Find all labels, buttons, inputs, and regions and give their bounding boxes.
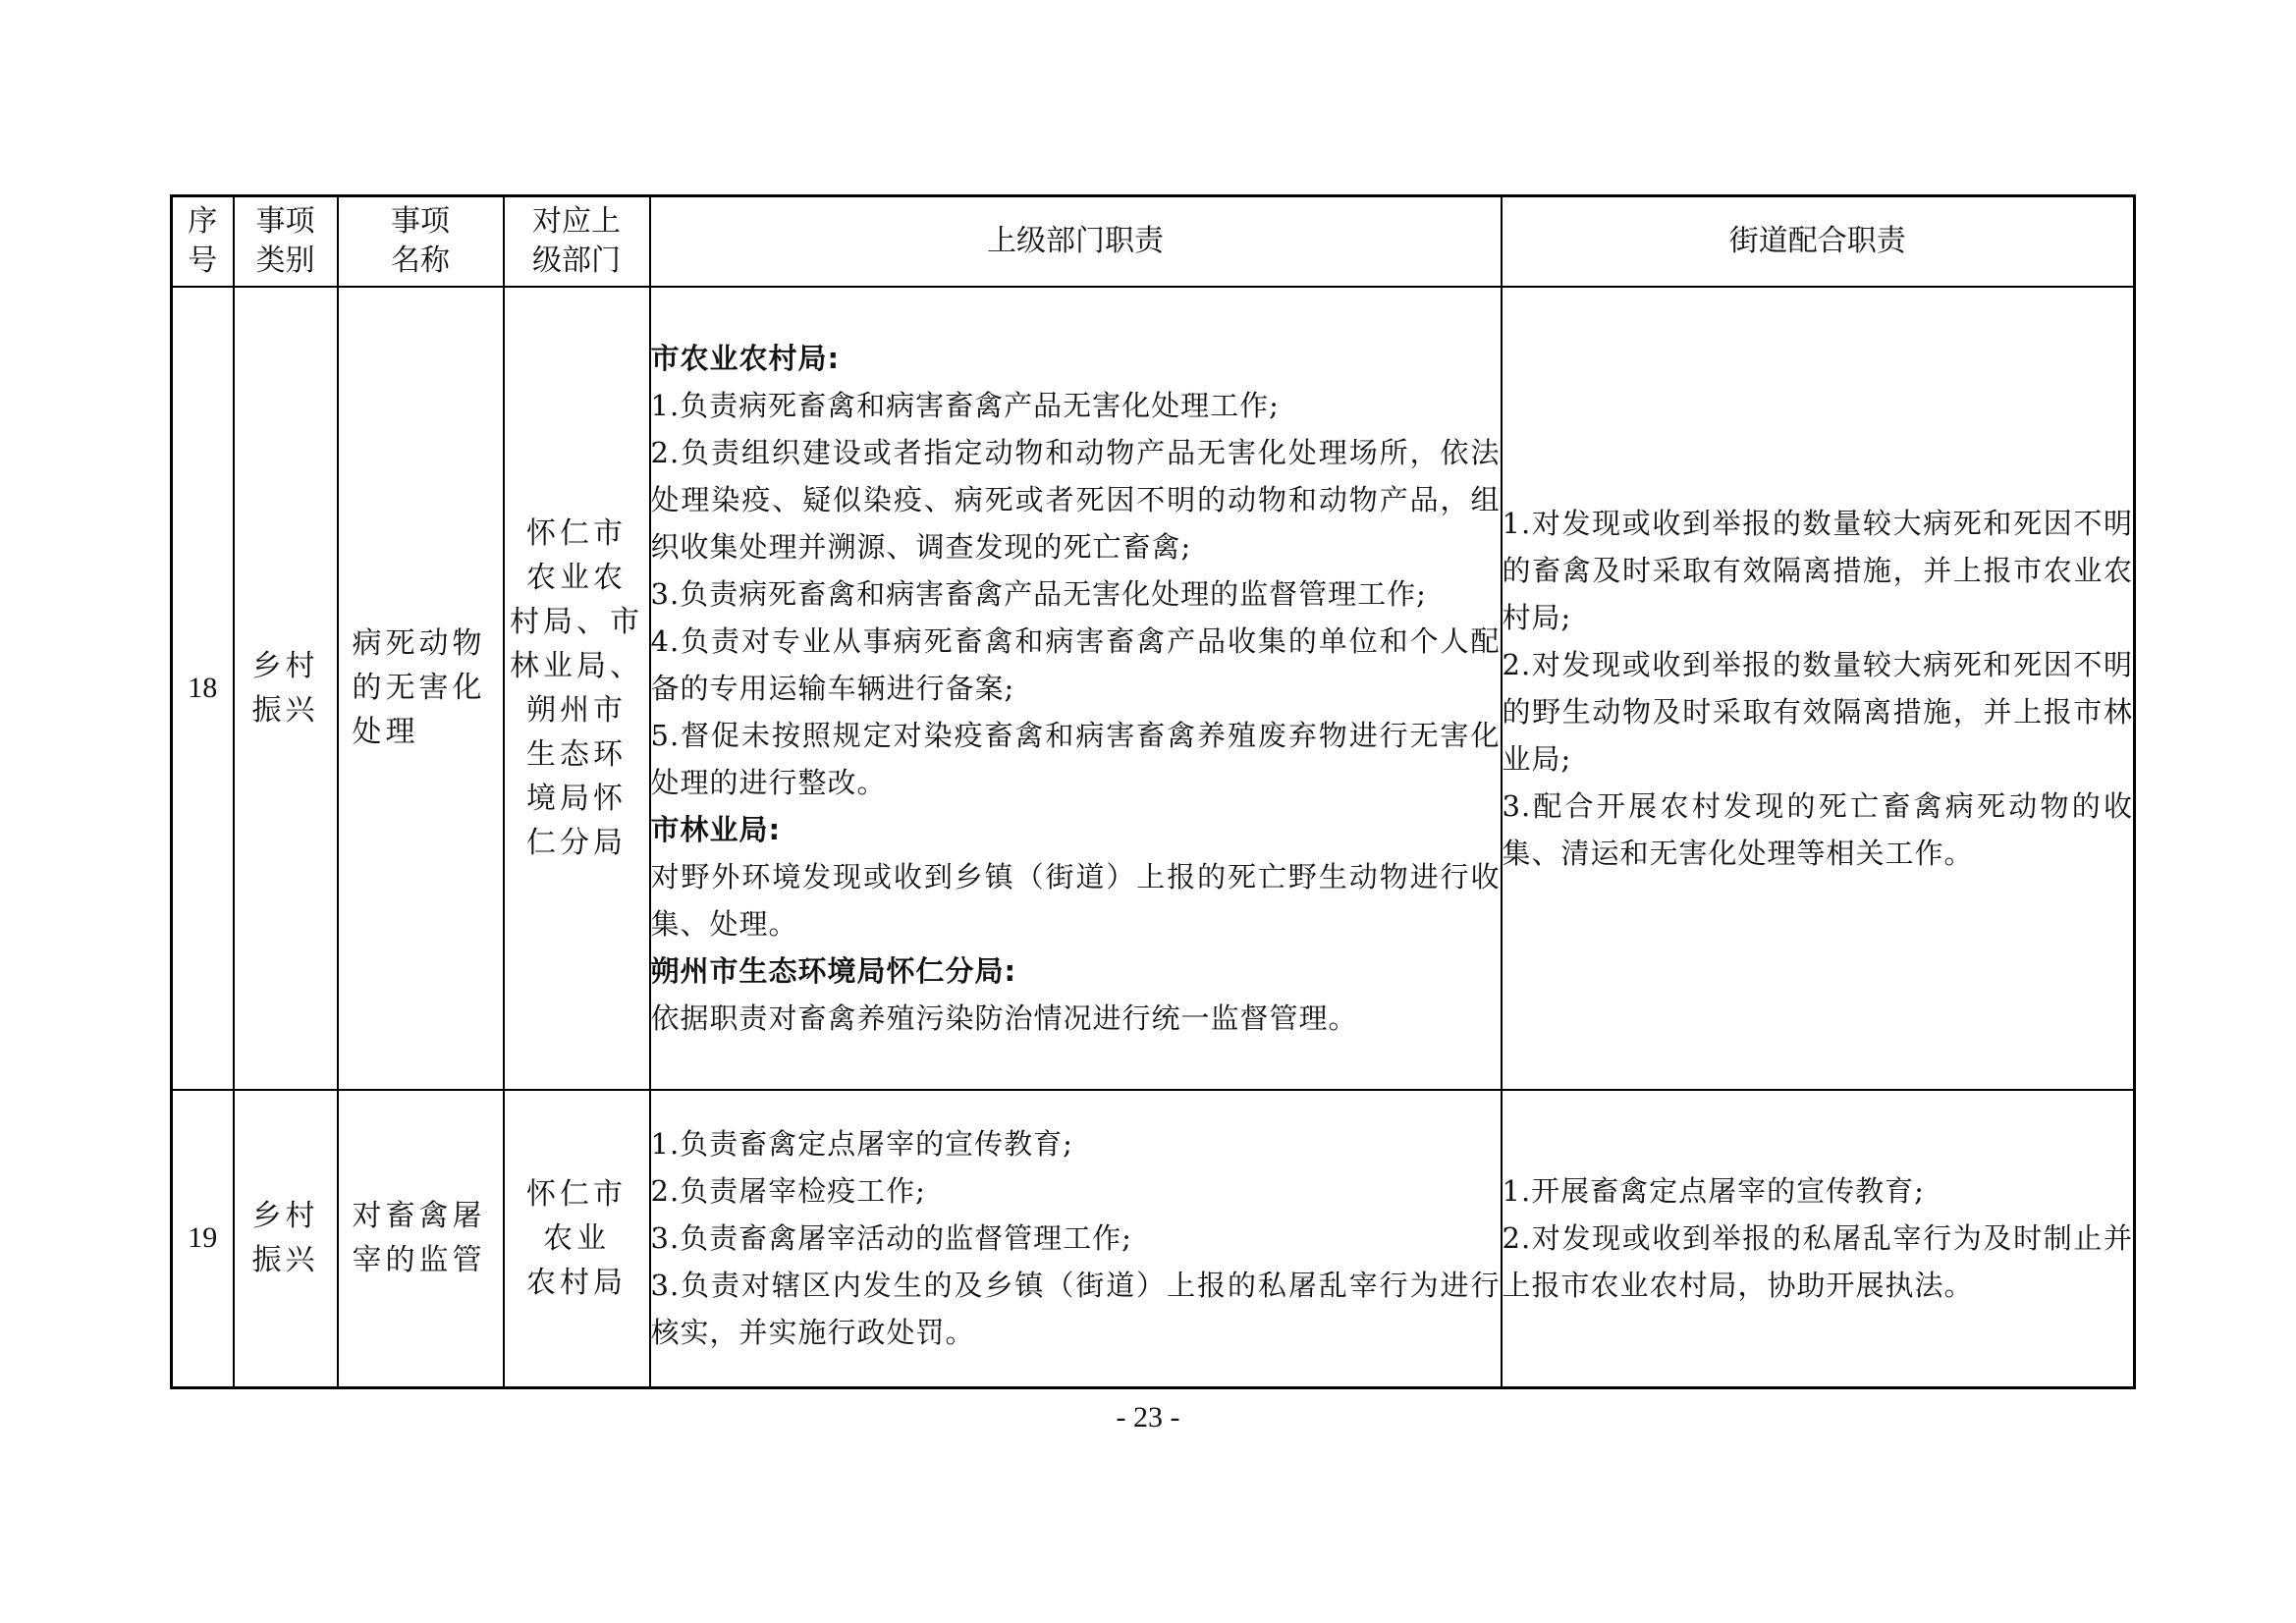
table-row [172,287,2135,1090]
row-category-cell [234,1090,338,1388]
row-name-line: 对畜禽屠 [352,1199,486,1234]
table-row [172,1090,2135,1388]
duty-item: 3.负责病死畜禽和病害畜禽产品无害化处理的监督管理工作; [650,576,1427,611]
header-street-duty-label: 街道配合职责 [1728,223,1906,258]
row-dept-line: 仁分局 [526,825,627,860]
header-category [234,196,338,287]
duty-dept-heading: 市农业农村局: [650,341,841,375]
row-dept-line: 朔州市 [526,692,627,728]
duty-dept-heading: 市林业局: [650,812,782,846]
row-dept-cell [504,287,650,1090]
duty-item: 对野外环境发现或收到乡镇（街道）上报的死亡野生动物进行收集、处理。 [650,859,1501,941]
row-dept-line: 生态环 [526,736,627,772]
header-seq-line: 序 [188,203,218,239]
row-category-line: 乡村 [251,1199,319,1234]
street-duty-item: 3.配合开展农村发现的死亡畜禽病死动物的收集、清运和无害化处理等相关工作。 [1502,788,2133,870]
row-seq-cell [172,1090,234,1388]
row-dept-line: 怀仁市 [526,1176,627,1212]
row-category-cell [234,287,338,1090]
row-category-line: 振兴 [251,1243,319,1278]
row-name-line: 的无害化 [352,671,486,705]
duty-item: 3.负责对辖区内发生的及乡镇（街道）上报的私屠乱宰行为进行核实，并实施行政处罚。 [650,1269,1501,1350]
table-header-row [172,196,2135,287]
row-seq: 19 [188,1221,218,1255]
row-upper-duty-cell [650,1090,1502,1388]
row-street-duty-cell [1502,1090,2135,1388]
duty-item: 1.负责病死畜禽和病害畜禽产品无害化处理工作; [650,388,1280,422]
duty-item: 5.督促未按照规定对染疫畜禽和病害畜禽养殖废弃物进行无害化处理的进行整改。 [650,718,1501,799]
header-street-duty [1502,196,2135,287]
duty-table [170,194,2136,1389]
row-upper-duty-cell [650,287,1502,1090]
header-name-line: 名称 [391,243,450,278]
header-name-line: 事项 [391,203,450,239]
row-dept-line: 怀仁市 [526,515,627,551]
duty-dept-heading: 朔州市生态环境局怀仁分局: [650,953,1017,988]
row-name-line: 宰的监管 [352,1243,486,1278]
row-street-duty-cell [1502,287,2135,1090]
page-number: - 23 - [1116,1401,1180,1434]
row-seq: 18 [188,671,218,704]
row-dept-line: 农业农 [526,560,627,595]
street-duty-item: 2.对发现或收到举报的数量较大病死和死因不明的野生动物及时采取有效隔离措施，并上报市林业局; [1502,647,2133,776]
header-upper-duty [650,196,1502,287]
header-category-line: 类别 [255,243,315,278]
duty-item: 3.负责畜禽屠宰活动的监督管理工作; [650,1221,1132,1256]
row-dept-line: 境局怀 [526,781,627,816]
street-duty-item: 1.开展畜禽定点屠宰的宣传教育; [1502,1174,1925,1209]
row-dept-line: 林业局、 [510,648,643,683]
row-name-cell [338,1090,504,1388]
row-name-cell [338,287,504,1090]
header-dept [504,196,650,287]
street-duty-item: 1.对发现或收到举报的数量较大病死和死因不明的畜禽及时采取有效隔离措施，并上报市农业农村局; [1502,506,2133,634]
duty-item: 依据职责对畜禽养殖污染防治情况进行统一监督管理。 [650,1001,1358,1035]
row-category-line: 振兴 [251,692,319,728]
row-dept-cell [504,1090,650,1388]
header-dept-line: 级部门 [532,243,621,278]
row-seq-cell [172,287,234,1090]
row-dept-line: 农村局 [526,1265,627,1300]
header-dept-line: 对应上 [532,203,621,239]
row-dept-line: 村局、市 [510,604,643,639]
duty-item: 4.负责对专业从事病死畜禽和病害畜禽产品收集的单位和个人配备的专用运输车辆进行备案; [650,623,1501,705]
header-seq-line: 号 [188,243,218,278]
street-duty-item: 2.对发现或收到举报的私屠乱宰行为及时制止并上报市农业农村局，协助开展执法。 [1502,1221,2133,1303]
row-dept-line: 农业 [543,1220,610,1256]
header-seq [172,196,234,287]
header-upper-duty-label: 上级部门职责 [987,223,1164,258]
header-name [338,196,504,287]
duty-item: 2.负责组织建设或者指定动物和动物产品无害化处理场所，依法处理染疫、疑似染疫、病死或者死因不明的动物和动物产品，组织收集处理并溯源、调查发现的死亡畜禽; [650,435,1501,564]
row-name-line: 处理 [352,715,419,749]
row-category-line: 乡村 [251,648,319,683]
duty-item: 2.负责屠宰检疫工作; [650,1174,926,1209]
duty-item: 1.负责畜禽定点屠宰的宣传教育; [650,1127,1073,1162]
header-category-line: 事项 [255,203,315,239]
row-name-line: 病死动物 [352,626,486,661]
